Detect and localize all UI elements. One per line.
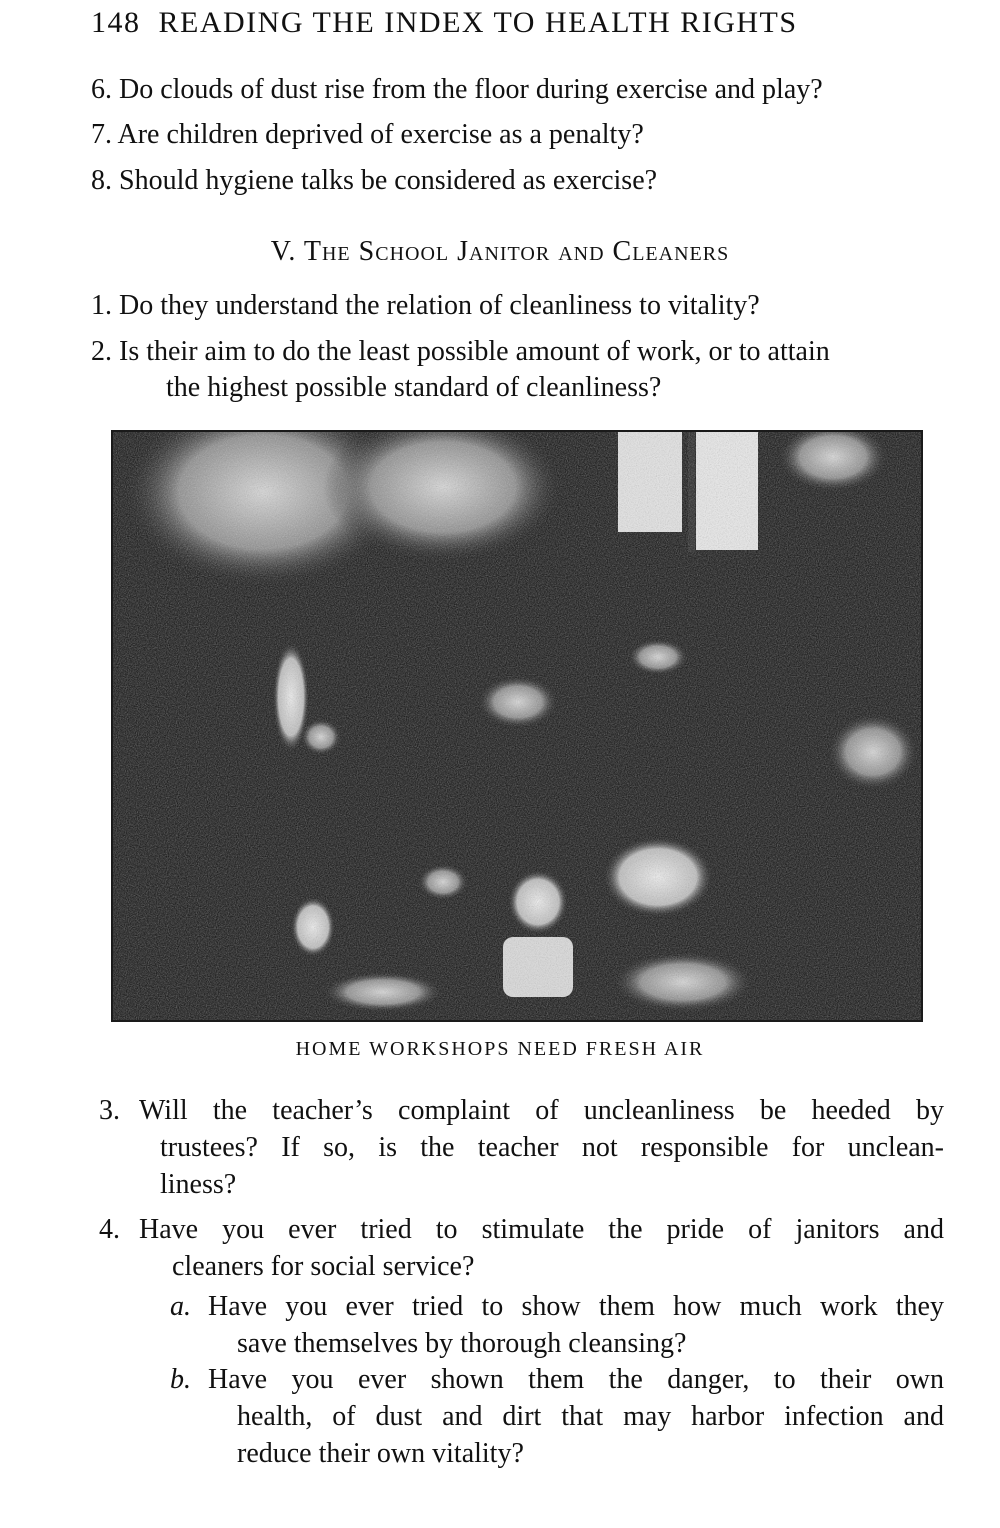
sub-question-text-line: health, of dust and dirt that may harbor infection and bbox=[237, 1401, 944, 1432]
sub-question-text-line: reduce their own vitality? bbox=[237, 1438, 524, 1469]
page-number: 148 bbox=[91, 6, 141, 39]
question-8 bbox=[91, 163, 657, 199]
photograph-halftone bbox=[113, 432, 921, 1020]
item-text: Do they understand the relation of cleanliness to vitality? bbox=[119, 290, 760, 321]
question-3 bbox=[99, 1092, 944, 1203]
sub-question-text-line: save themselves by thorough cleansing? bbox=[237, 1328, 687, 1359]
question-6 bbox=[91, 72, 823, 108]
section-item-2-continued: the highest possible standard of cleanliness? bbox=[166, 372, 662, 403]
item-number: 2. bbox=[91, 336, 112, 367]
sub-question-text-line: Have you ever shown them the danger, to their own bbox=[208, 1364, 944, 1395]
question-text: Do clouds of dust rise from the floor during exercise and play? bbox=[119, 74, 823, 105]
figure-caption: HOME WORKSHOPS NEED FRESH AIR bbox=[295, 1038, 705, 1060]
question-number: 7. bbox=[91, 119, 112, 150]
question-number: 3. bbox=[99, 1095, 120, 1126]
question-text-line: trustees? If so, is the teacher not responsible for unclean- bbox=[160, 1132, 944, 1163]
section-item-2 bbox=[91, 334, 830, 370]
question-number: 4. bbox=[99, 1214, 120, 1245]
sub-question-letter: b. bbox=[170, 1364, 191, 1395]
question-4 bbox=[99, 1211, 944, 1285]
sub-question-a bbox=[170, 1288, 944, 1362]
section-item-1 bbox=[91, 288, 760, 324]
sub-question-text-line: Have you ever tried to show them how much work they bbox=[208, 1291, 944, 1322]
item-text: Is their aim to do the least possible amount of work, or to attain bbox=[119, 336, 830, 367]
sub-question-b bbox=[170, 1361, 944, 1472]
running-head bbox=[91, 6, 798, 40]
question-text-line: cleaners for social service? bbox=[172, 1251, 475, 1282]
question-7 bbox=[91, 117, 644, 153]
question-text-line: Have you ever tried to stimulate the pride of janitors and bbox=[139, 1214, 944, 1245]
photograph bbox=[111, 430, 923, 1022]
question-text: Should hygiene talks be considered as exercise? bbox=[119, 165, 658, 196]
question-text-line: liness? bbox=[160, 1169, 237, 1200]
running-title: READING THE INDEX TO HEALTH RIGHTS bbox=[158, 6, 798, 39]
section-heading: V. The School Janitor and Cleaners bbox=[270, 236, 730, 267]
question-text: Are children deprived of exercise as a penalty? bbox=[117, 119, 644, 150]
question-number: 6. bbox=[91, 74, 112, 105]
item-number: 1. bbox=[91, 290, 112, 321]
question-text-line: Will the teacher’s complaint of uncleanliness be heeded by bbox=[139, 1095, 944, 1126]
sub-question-letter: a. bbox=[170, 1291, 191, 1322]
question-number: 8. bbox=[91, 165, 112, 196]
